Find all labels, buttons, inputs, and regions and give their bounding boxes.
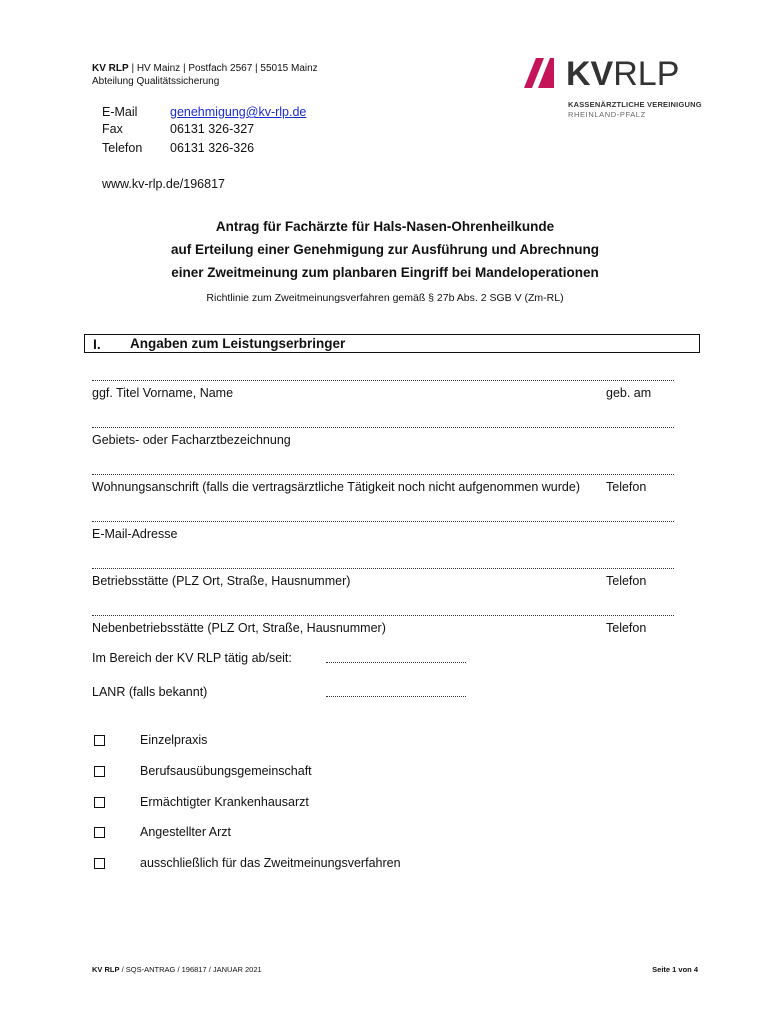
logo-wordmark xyxy=(566,56,679,92)
phone-label: Telefon xyxy=(102,141,143,155)
option-single-practice-label: Einzelpraxis xyxy=(140,733,208,747)
logo-rlp: RLP xyxy=(613,55,680,93)
title-line-3: einer Zweitmeinung zum planbaren Eingriff bei Mandeloperationen xyxy=(171,265,599,280)
email-link[interactable]: genehmigung@kv-rlp.de xyxy=(170,105,307,119)
field-home-phone-label: Telefon xyxy=(606,480,647,494)
section-header xyxy=(84,334,700,353)
contact-block xyxy=(102,104,422,164)
footer-org: KV RLP xyxy=(92,965,120,974)
phone-value: 06131 326-326 xyxy=(170,141,255,155)
footer-page-number: Seite 1 von 4 xyxy=(652,965,698,974)
field-email-label: E-Mail-Adresse xyxy=(92,527,178,541)
subtitle: Richtlinie zum Zweitmeinungsverfahren gemäß § 27b Abs. 2 SGB V (Zm-RL) xyxy=(206,292,564,304)
field-lanr-input[interactable] xyxy=(326,696,466,697)
field-specialty-line[interactable] xyxy=(92,427,674,428)
email-label: E-Mail xyxy=(102,105,138,119)
field-birthdate-label: geb. am xyxy=(606,386,652,400)
sender-address xyxy=(92,62,318,75)
checkbox-hospital-doctor[interactable] xyxy=(94,797,105,808)
title-line-2: auf Erteilung einer Genehmigung zur Ausführung und Abrechnung xyxy=(171,242,599,257)
field-lanr-label: LANR (falls bekannt) xyxy=(92,685,208,699)
field-practice-label: Betriebsstätte (PLZ Ort, Straße, Hausnummer) xyxy=(92,574,351,588)
field-name-line[interactable] xyxy=(92,380,674,381)
checkbox-second-opinion-only[interactable] xyxy=(94,858,105,869)
sender-department: Abteilung Qualitätssicherung xyxy=(92,76,220,87)
checkbox-employed-doctor[interactable] xyxy=(94,827,105,838)
field-since-input[interactable] xyxy=(326,662,466,663)
section-number: I. xyxy=(93,336,101,352)
checkbox-joint-practice[interactable] xyxy=(94,766,105,777)
footer-left xyxy=(92,965,262,974)
section-title: Angaben zum Leistungserbringer xyxy=(130,336,346,351)
sender-address-rest: | HV Mainz | Postfach 2567 | 55015 Mainz xyxy=(128,63,318,74)
logo-line2: RHEINLAND-PFALZ xyxy=(568,110,646,119)
field-branch-label: Nebenbetriebsstätte (PLZ Ort, Straße, Hausnummer) xyxy=(92,621,386,635)
field-practice-phone-label: Telefon xyxy=(606,574,647,588)
sender-org: KV RLP xyxy=(92,63,129,74)
website-url: www.kv-rlp.de/196817 xyxy=(102,177,225,191)
contact-email-row xyxy=(102,104,422,121)
field-branch-phone-label: Telefon xyxy=(606,621,647,635)
field-practice-line[interactable] xyxy=(92,568,674,569)
kvrlp-logo xyxy=(516,56,706,126)
field-email-line[interactable] xyxy=(92,521,674,522)
field-specialty-label: Gebiets- oder Facharztbezeichnung xyxy=(92,433,291,447)
checkbox-single-practice[interactable] xyxy=(94,735,105,746)
option-employed-doctor-label: Angestellter Arzt xyxy=(140,825,232,839)
title-line-1: Antrag für Fachärzte für Hals-Nasen-Ohrenheilkunde xyxy=(215,219,555,234)
contact-phone-row xyxy=(102,140,422,157)
fax-label: Fax xyxy=(102,122,123,136)
contact-fax-row xyxy=(102,121,422,138)
footer-doc-ref: / SQS-ANTRAG / 196817 / JANUAR 2021 xyxy=(119,965,262,974)
option-hospital-doctor-label: Ermächtigter Krankenhausarzt xyxy=(140,795,309,809)
field-home-address-line[interactable] xyxy=(92,474,674,475)
fax-value: 06131 326-327 xyxy=(170,122,255,136)
logo-kv: KV xyxy=(566,55,614,93)
logo-line1: KASSENÄRZTLICHE VEREINIGUNG xyxy=(568,100,702,109)
field-branch-line[interactable] xyxy=(92,615,674,616)
field-home-address-label: Wohnungsanschrift (falls die vertragsärztliche Tätigkeit noch nicht aufgenommen wurde) xyxy=(92,480,580,494)
option-second-opinion-only-label: ausschließlich für das Zweitmeinungsverfahren xyxy=(140,856,401,870)
field-since-label: Im Bereich der KV RLP tätig ab/seit: xyxy=(92,651,292,665)
option-joint-practice-label: Berufsausübungsgemeinschaft xyxy=(140,764,312,778)
field-name-label: ggf. Titel Vorname, Name xyxy=(92,386,234,400)
